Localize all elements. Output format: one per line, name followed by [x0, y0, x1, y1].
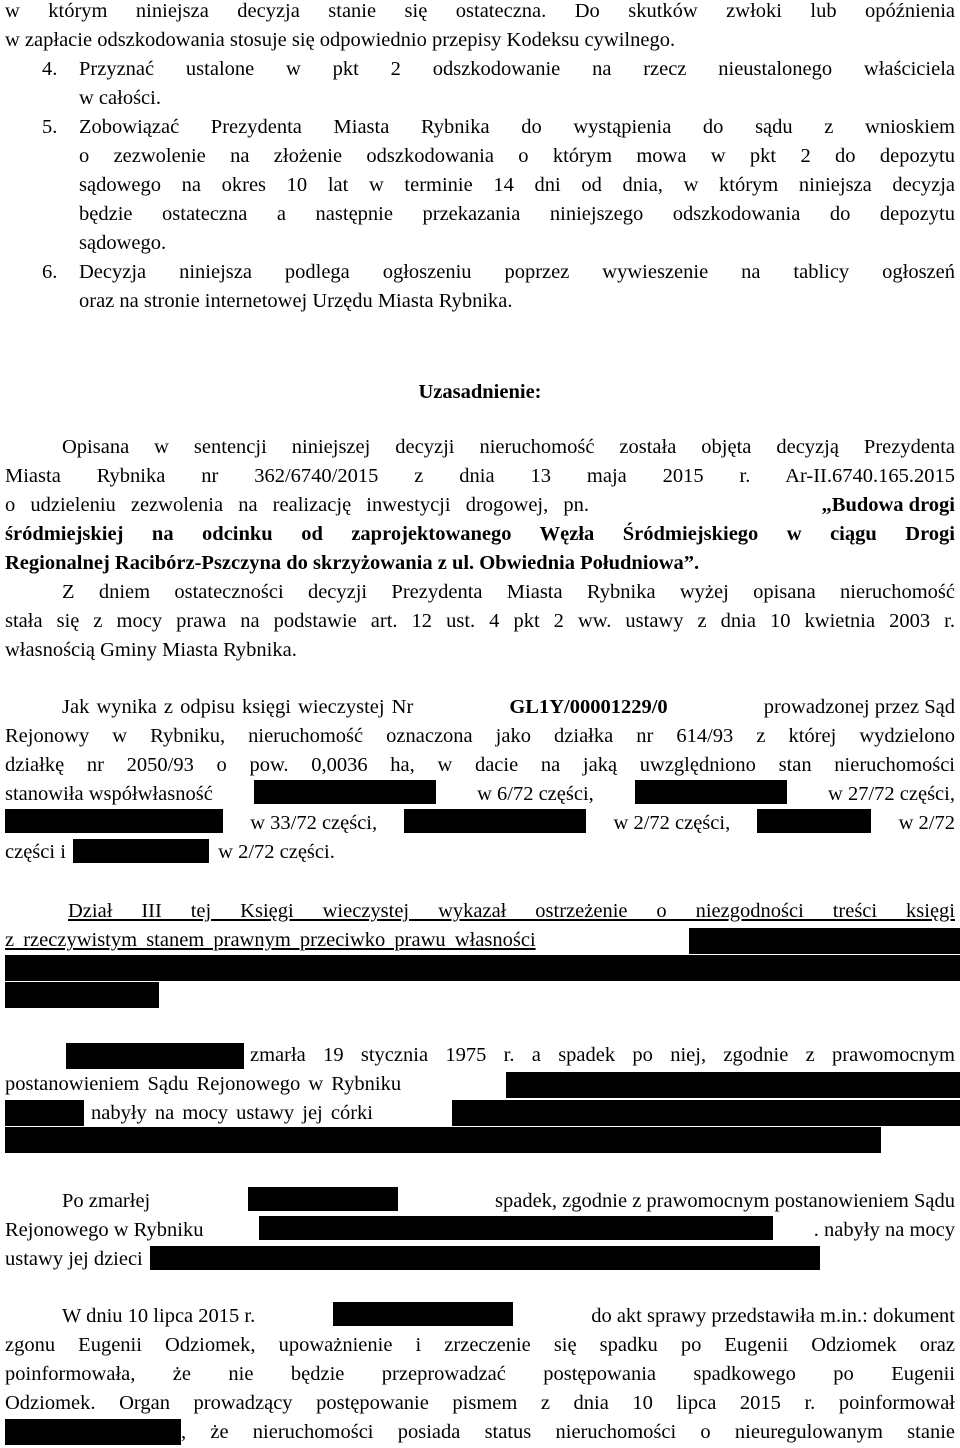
p3-line2: Rejonowy w Rybniku, nieruchomość oznaczona jako działka nr 614/93 z której wydzielono	[5, 725, 955, 747]
item5-line5: sądowego.	[79, 232, 167, 254]
p6-line3	[5, 1245, 955, 1274]
p6-line1	[62, 1187, 955, 1216]
p3-line4-text-b: w 6/72 części,	[477, 783, 594, 805]
item4-line1: Przyznać ustalone w pkt 2 odszkodowanie na rzecz nieustalonego właściciela	[79, 58, 955, 80]
redacted-block-p5-b	[5, 1100, 84, 1126]
p1-project-name-start: „Budowa drogi	[821, 494, 955, 516]
redacted-submitter	[333, 1302, 513, 1326]
p2-line1: Z dniem ostateczności decyzji Prezydenta Miasta Rybnika wyżej opisana nieruchomość	[62, 581, 955, 603]
redacted-owner-4	[404, 809, 586, 833]
p6-line1-text-b: spadek, zgodnie z prawomocnym postanowieniem Sądu	[495, 1190, 955, 1212]
redacted-block-p5-d	[5, 1127, 881, 1153]
redacted-owner-2	[635, 780, 787, 804]
redacted-block-p5-c	[452, 1100, 960, 1126]
p6-line2-text-a: Rejonowego w Rybniku	[5, 1219, 204, 1241]
item6-line2: oraz na stronie internetowej Urzędu Miasta Rybnika.	[79, 290, 513, 312]
redacted-block-p4-a	[689, 928, 960, 954]
p7-line5: , że nieruchomości posiada status nieruchomości o nieuregulowanym stanie	[181, 1421, 955, 1443]
redacted-owner-3	[5, 809, 223, 833]
p3-line6-text-a: części i	[5, 841, 66, 863]
p1-project-name-line3: Regionalnej Racibórz-Pszczyna do skrzyżowania z ul. Obwiednia Południowa”.	[5, 552, 700, 574]
p3-line1-text-b: prowadzonej przez Sąd	[763, 696, 955, 718]
p3-line5-text-b: w 2/72 części,	[613, 812, 731, 834]
p1-line3	[5, 491, 955, 520]
redacted-block-p5-name	[66, 1043, 244, 1069]
p4-line2-text: z rzeczywistym stanem prawnym przeciwko prawu własności	[5, 929, 536, 951]
p7-line2: zgonu Eugenii Odziomek, upoważnienie i zrzeczenie się spadku po Eugenii Odziomek oraz	[5, 1334, 955, 1356]
p2-line2: stała się z mocy prawa na podstawie art. 12 ust. 4 pkt 2 ww. ustawy z dnia 10 kwietnia 2003 r.	[5, 610, 955, 632]
redacted-block-p4-b	[5, 955, 960, 981]
p3-line1	[62, 693, 955, 722]
p3-line4-text-c: w 27/72 części,	[828, 783, 955, 805]
p3-line1-text-a: Jak wynika z odpisu księgi wieczystej Nr	[62, 696, 414, 718]
p1-project-name-line2: śródmiejskiej na odcinku od zaprojektowanego Węzła Śródmiejskiego w ciągu Drogi	[5, 523, 955, 545]
p3-line5-text-a: w 33/72 części,	[250, 812, 378, 834]
p6-line3-text: ustawy jej dzieci	[5, 1248, 143, 1270]
p3-line5-text-c: w 2/72	[898, 812, 955, 834]
p5-line1: zmarła 19 stycznia 1975 r. a spadek po niej, zgodnie z prawomocnym	[250, 1044, 955, 1066]
p5-line3: nabyły na mocy ustawy jej córki	[91, 1102, 374, 1124]
p6-line2	[5, 1216, 955, 1245]
item5-line4: będzie ostateczna a następnie przekazania niniejszego odszkodowania do depozytu	[79, 203, 955, 225]
p7-line3: poinformowała, że nie będzie przeprowadzać postępowania spadkowego po Eugenii	[5, 1363, 955, 1385]
p3-line6	[5, 838, 955, 867]
p7-line1-text-a: W dniu 10 lipca 2015 r.	[62, 1305, 256, 1327]
p3-line3: działkę nr 2050/93 o pow. 0,0036 ha, w dacie na jaką uwzględniono stan nieruchomości	[5, 754, 955, 776]
p1-line3-text: o udzieleniu zezwolenia na realizację inwestycji drogowej, pn.	[5, 494, 589, 516]
item3-tail-line1: w którym niniejsza decyzja stanie się ostateczna. Do skutków zwłoki lub opóźnienia	[5, 0, 955, 22]
redacted-block-p7	[5, 1419, 181, 1445]
item6-line1: Decyzja niniejsza podlega ogłoszeniu poprzez wywieszenie na tablicy ogłoszeń	[79, 261, 955, 283]
redacted-block-p4-c	[5, 982, 159, 1008]
p3-line5	[5, 809, 955, 838]
land-register-number: GL1Y/00001229/0	[509, 696, 668, 718]
p7-line4: Odziomek. Organ prowadzący postępowanie pismem z dnia 10 lipca 2015 r. poinformował	[5, 1392, 955, 1414]
item5-line2: o zezwolenie na złożenie odszkodowania o którym mowa w pkt 2 do depozytu	[79, 145, 955, 167]
redacted-court-ref	[259, 1216, 773, 1240]
p3-line4-text-a: stanowiła współwłasność	[5, 783, 213, 805]
p1-line1: Opisana w sentencji niniejszej decyzji nieruchomość została objęta decyzją Prezydenta	[62, 436, 955, 458]
item3-tail-line2: w zapłacie odszkodowania stosuje się odpowiednio przepisy Kodeksu cywilnego.	[5, 29, 676, 51]
p4-line1: Dział III tej Księgi wieczystej wykazał ostrzeżenie o niezgodności treści księgi	[68, 900, 955, 922]
p1-line2: Miasta Rybnika nr 362/6740/2015 z dnia 13 maja 2015 r. Ar-II.6740.165.2015	[5, 465, 955, 487]
redacted-owner-1	[254, 780, 436, 804]
redacted-owner-6	[73, 839, 209, 863]
p6-line2-text-b: . nabyły na mocy	[813, 1219, 955, 1241]
p7-line1	[62, 1302, 955, 1331]
p3-line4	[5, 780, 955, 809]
redacted-block-p5-a	[506, 1072, 960, 1098]
item-number-5: 5.	[42, 116, 58, 138]
item-number-4: 4.	[42, 58, 58, 80]
p2-line3: własnością Gminy Miasta Rybnika.	[5, 639, 297, 661]
p5-line2: postanowieniem Sądu Rejonowego w Rybniku	[5, 1073, 402, 1095]
item5-line1: Zobowiązać Prezydenta Miasta Rybnika do wystąpienia do sądu z wnioskiem	[79, 116, 955, 138]
p3-line6-text-b: w 2/72 części.	[218, 841, 335, 863]
redacted-heirs	[150, 1246, 820, 1270]
redacted-owner-5	[757, 809, 871, 833]
redacted-deceased-name	[248, 1187, 398, 1211]
p7-line1-text-b: do akt sprawy przedstawiła m.in.: dokument	[591, 1305, 955, 1327]
p6-line1-text-a: Po zmarłej	[62, 1190, 151, 1212]
section-heading-uzasadnienie: Uzasadnienie:	[418, 381, 542, 403]
item4-line2: w całości.	[79, 87, 161, 109]
item5-line3: sądowego na okres 10 lat w terminie 14 dni od dnia, w którym niniejsza decyzja	[79, 174, 955, 196]
item-number-6: 6.	[42, 261, 58, 283]
